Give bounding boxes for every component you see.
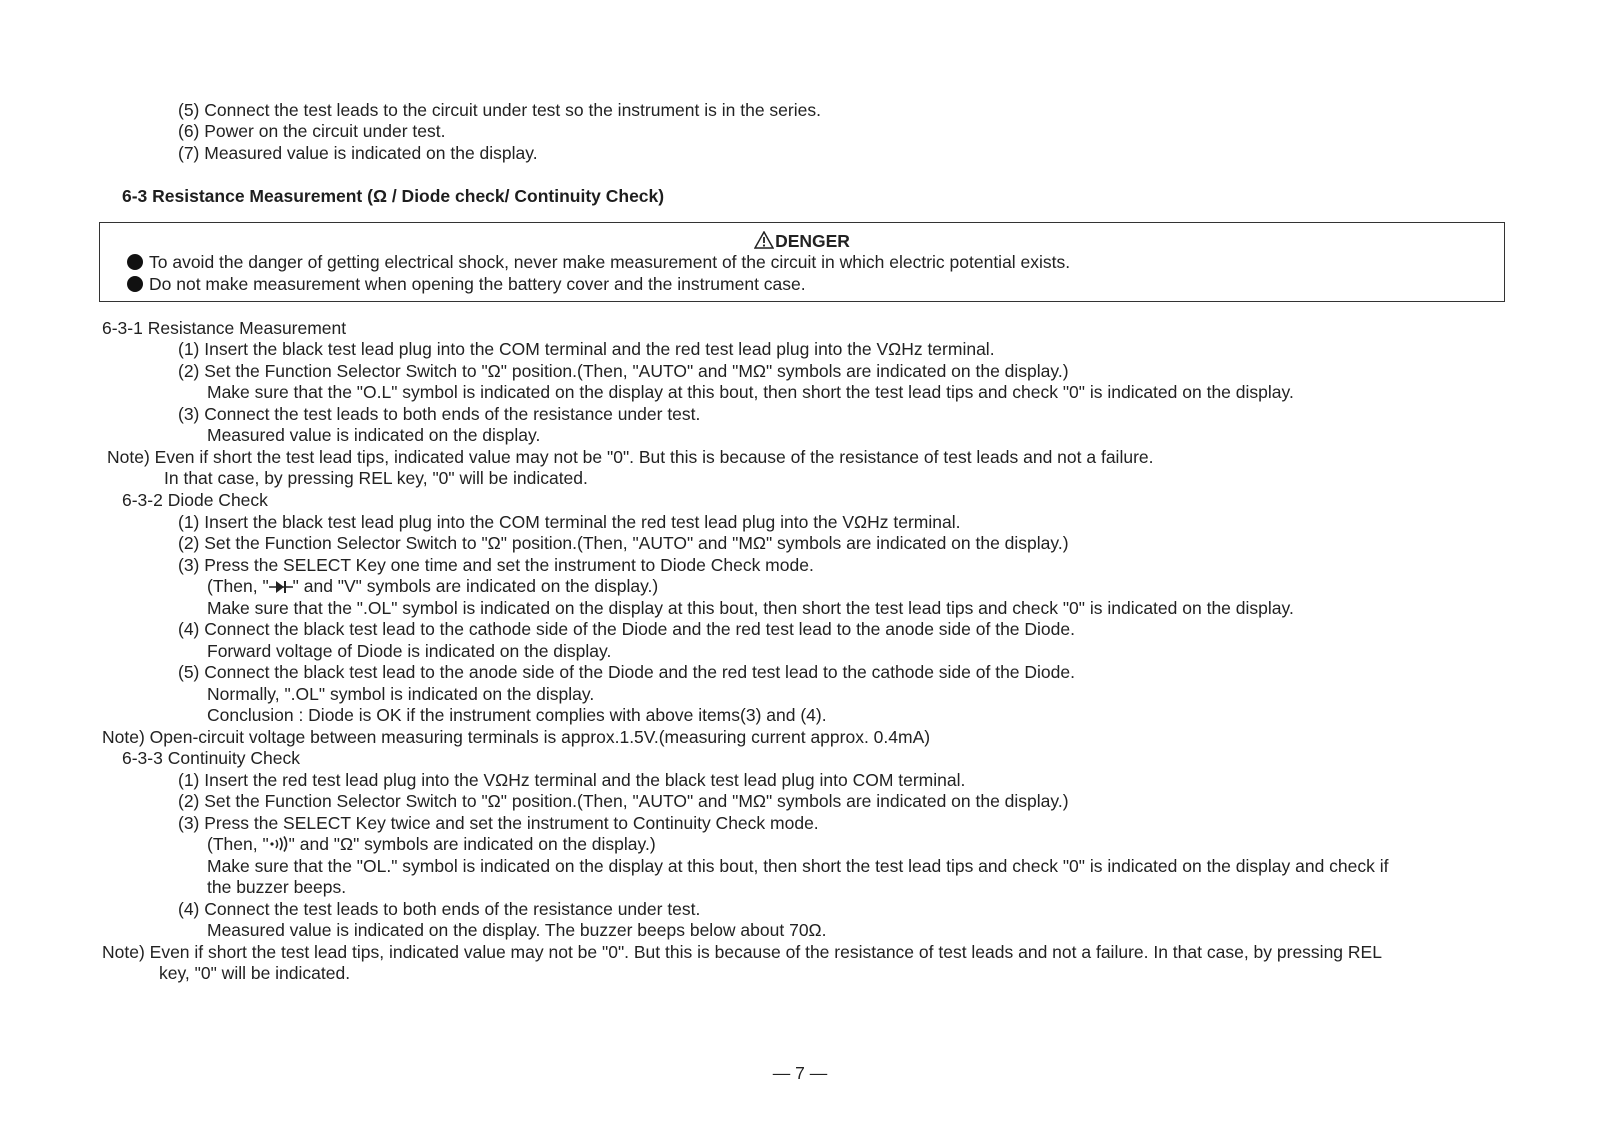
diode-step-1: (1) Insert the black test lead plug into the COM terminal the red test lead plug into the VΩHz terminal.: [178, 512, 961, 532]
buzzer-icon: [269, 836, 289, 852]
diode-step-2: (2) Set the Function Selector Switch to "Ω" position.(Then, "AUTO" and "MΩ" symbols are indicated on the display.): [178, 533, 1069, 553]
danger-box: [99, 222, 1505, 302]
danger-item-1-text: To avoid the danger of getting electrical shock, never make measurement of the circuit in which electric potential exists.: [149, 252, 1071, 272]
danger-title: [100, 231, 1504, 252]
resistance-note: Note) Even if short the test lead tips, indicated value may not be "0". But this is because of the resistance of test leads and not a failure.: [107, 447, 1154, 467]
danger-item-2-text: Do not make measurement when opening the battery cover and the instrument case.: [149, 274, 806, 294]
diode-symbol-icon: [269, 580, 293, 594]
continuity-heading: 6-3-3 Continuity Check: [122, 748, 300, 768]
diode-symbol-prefix: (Then, ": [207, 576, 269, 596]
continuity-step-4-detail: Measured value is indicated on the display. The buzzer beeps below about 70Ω.: [207, 920, 827, 940]
continuity-step-1: (1) Insert the red test lead plug into the VΩHz terminal and the black test lead plug into COM terminal.: [178, 770, 966, 790]
diode-symbol-suffix: " and "V" symbols are indicated on the display.): [292, 576, 659, 596]
diode-step-3: (3) Press the SELECT Key one time and set the instrument to Diode Check mode.: [178, 555, 814, 575]
diode-step-4: (4) Connect the black test lead to the cathode side of the Diode and the red test lead to the anode side of the Diode.: [178, 619, 1075, 639]
bullet-icon: [127, 254, 143, 270]
resistance-step-3: (3) Connect the test leads to both ends of the resistance under test.: [178, 404, 701, 424]
step-5-text: (5) Connect the test leads to the circuit under test so the instrument is in the series.: [178, 100, 821, 120]
buzzer-symbol-prefix: (Then, ": [207, 834, 269, 854]
resistance-heading: 6-3-1 Resistance Measurement: [102, 318, 347, 338]
continuity-step-3: (3) Press the SELECT Key twice and set the instrument to Continuity Check mode.: [178, 813, 819, 833]
warning-triangle-icon: [754, 231, 774, 249]
diode-step-3-check: Make sure that the ".OL" symbol is indicated on the display at this bout, then short the test lead tips and check "0" is indicated on the display.: [207, 598, 1294, 618]
continuity-step-3-check-cont: the buzzer beeps.: [207, 877, 347, 897]
resistance-step-2-detail: Make sure that the "O.L" symbol is indicated on the display at this bout, then short the test lead tips and check "0" is indicated on the display.: [207, 382, 1294, 402]
continuity-note-detail: key, "0" will be indicated.: [159, 963, 351, 983]
resistance-note-detail: In that case, by pressing REL key, "0" will be indicated.: [164, 468, 588, 488]
diode-step-3-detail: [207, 576, 658, 597]
bullet-icon: [127, 276, 143, 292]
diode-conclusion: Conclusion : Diode is OK if the instrument complies with above items(3) and (4).: [207, 705, 827, 725]
resistance-step-3-detail: Measured value is indicated on the display.: [207, 425, 541, 445]
danger-item-1: [127, 252, 1070, 273]
step-6-text: (6) Power on the circuit under test.: [178, 121, 446, 141]
step-7-text: (7) Measured value is indicated on the display.: [178, 143, 538, 163]
continuity-note: Note) Even if short the test lead tips, indicated value may not be "0". But this is because of the resistance of test leads and not a failure. In that case, by pressing REL: [102, 942, 1382, 962]
diode-heading: 6-3-2 Diode Check: [122, 490, 268, 510]
danger-title-text: DENGER: [775, 231, 850, 251]
page-number: — 7 —: [772, 1063, 828, 1083]
resistance-step-1: (1) Insert the black test lead plug into the COM terminal and the red test lead plug into the VΩHz terminal.: [178, 339, 995, 359]
continuity-step-2: (2) Set the Function Selector Switch to "Ω" position.(Then, "AUTO" and "MΩ" symbols are indicated on the display.): [178, 791, 1069, 811]
diode-step-5: (5) Connect the black test lead to the anode side of the Diode and the red test lead to the cathode side of the Diode.: [178, 662, 1075, 682]
continuity-step-3-detail: [207, 834, 656, 855]
diode-step-4-detail: Forward voltage of Diode is indicated on the display.: [207, 641, 612, 661]
danger-item-2: [127, 274, 806, 295]
resistance-step-2: (2) Set the Function Selector Switch to "Ω" position.(Then, "AUTO" and "MΩ" symbols are indicated on the display.): [178, 361, 1069, 381]
diode-note: Note) Open-circuit voltage between measuring terminals is approx.1.5V.(measuring current approx. 0.4mA): [102, 727, 931, 747]
buzzer-symbol-suffix: " and "Ω" symbols are indicated on the display.): [288, 834, 656, 854]
continuity-step-4: (4) Connect the test leads to both ends of the resistance under test.: [178, 899, 701, 919]
section-heading: 6-3 Resistance Measurement (Ω / Diode check/ Continuity Check): [122, 186, 665, 206]
continuity-step-3-check: Make sure that the "OL." symbol is indicated on the display at this bout, then short the test lead tips and check "0" is indicated on the display and check if: [207, 856, 1389, 876]
diode-step-5-detail: Normally, ".OL" symbol is indicated on the display.: [207, 684, 595, 704]
